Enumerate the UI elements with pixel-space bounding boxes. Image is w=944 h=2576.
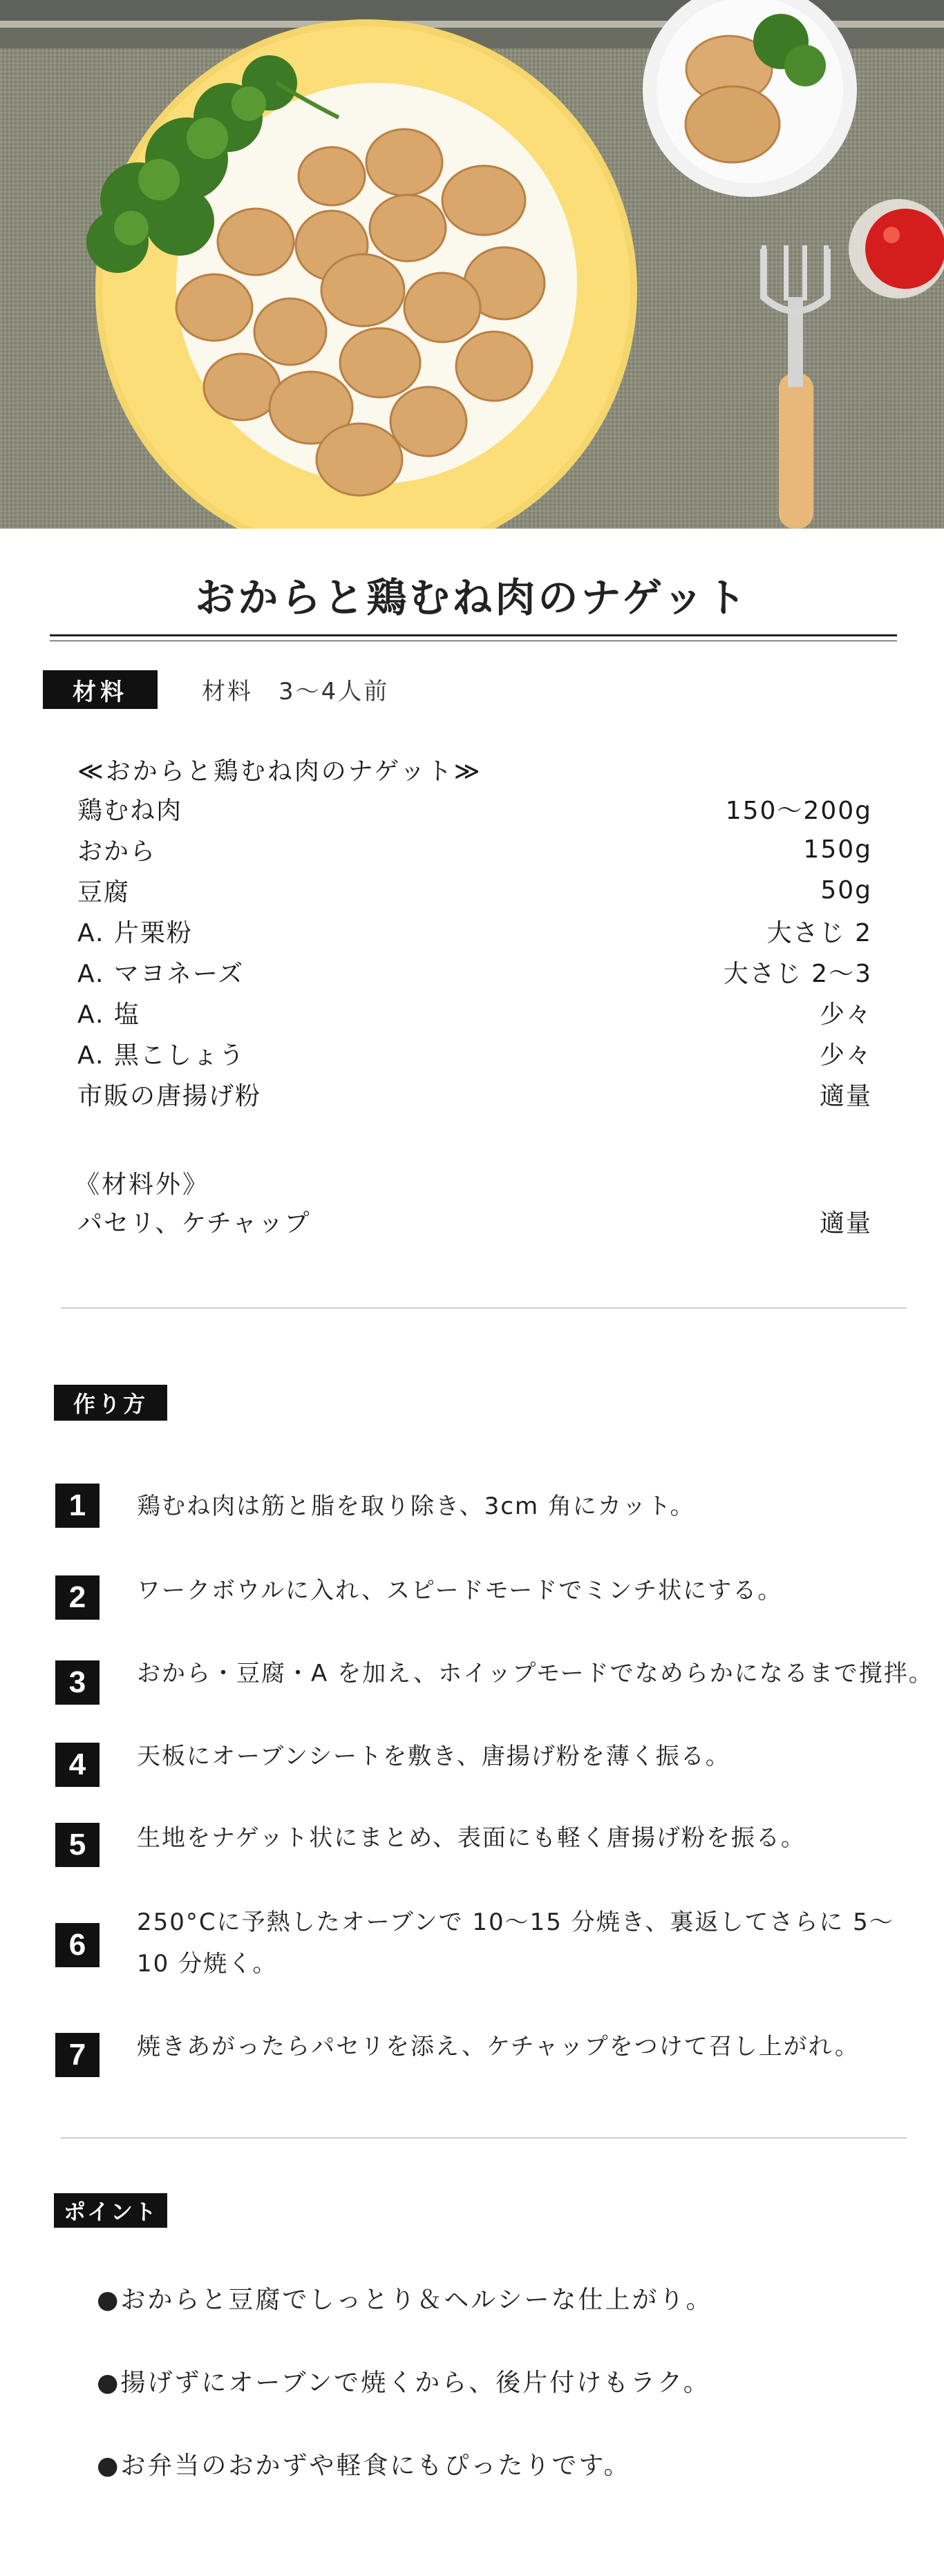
ingredient-amount: 適量: [819, 1209, 872, 1238]
ingredient-amount: 適量: [819, 1081, 872, 1110]
points-label: ポイント: [54, 2193, 167, 2228]
step-text: 250°Cに予熱したオーブンで 10～15 分焼き、裏返してさらに 5～10 分焼く。: [137, 1909, 894, 1978]
ingredient-row: [77, 1200, 872, 1242]
point-item: ●揚げずにオーブンで焼くから、後片付けもラク。: [97, 2369, 710, 2397]
ingredient-row: [77, 951, 872, 992]
ingredients-recipe-header: ≪おからと鶏むね肉のナゲット≫: [77, 757, 482, 786]
ingredient-row: [77, 992, 872, 1033]
ingredient-amount: 150～200g: [725, 796, 872, 825]
ingredient-row: [77, 788, 872, 829]
ingredient-row: [77, 910, 872, 951]
step-number: 1: [55, 1484, 100, 1528]
ingredient-name: A. 片栗粉: [77, 918, 193, 947]
step-text: ワークボウルに入れ、スピードモードでミンチ状にする。: [137, 1577, 783, 1604]
ingredient-name: A. 塩: [77, 1000, 140, 1029]
ingredient-amount: 大さじ 2～3: [723, 959, 872, 988]
step-number: 4: [55, 1743, 100, 1787]
ingredient-amount: 大さじ 2: [766, 918, 872, 947]
ingredient-amount: 少々: [819, 1000, 872, 1029]
ingredient-name: おから: [77, 837, 157, 866]
ingredient-name: A. 黒こしょう: [77, 1041, 245, 1070]
step-number: 5: [55, 1823, 100, 1867]
step-number: 3: [55, 1660, 100, 1705]
ingredient-row: [77, 1032, 872, 1074]
step-text: 鶏むね肉は筋と脂を取り除き、3cm 角にカット。: [137, 1493, 695, 1520]
servings-text: 材料 3～4人前: [202, 678, 390, 705]
ingredient-row: [77, 828, 872, 870]
section-divider: [61, 2137, 907, 2139]
ingredient-amount: 少々: [819, 1041, 872, 1070]
point-item: ●おからと豆腐でしっとり＆ヘルシーな仕上がり。: [97, 2286, 713, 2314]
ingredient-amount: 50g: [820, 875, 872, 905]
ingredient-row: [77, 1073, 872, 1115]
recipe-title: おからと鶏むね肉のナゲット: [195, 574, 749, 621]
ingredient-name: 豆腐: [77, 878, 131, 907]
title-rule: [50, 634, 897, 636]
ingredient-name: 市販の唐揚げ粉: [77, 1081, 262, 1110]
ingredient-name: パセリ、ケチャップ: [77, 1209, 311, 1238]
step-text: おから・豆腐・A を加え、ホイップモードでなめらかになるまで撹拌。: [137, 1660, 934, 1687]
step-text: 生地をナゲット状にまとめ、表面にも軽く唐揚げ粉を振る。: [137, 1824, 806, 1852]
ingredients-label: 材料: [43, 670, 158, 709]
ingredient-name: A. マヨネーズ: [77, 959, 245, 988]
ingredient-amount: 150g: [803, 835, 872, 864]
extra-ingredients-header: 《材料外》: [75, 1171, 210, 1199]
ingredient-name: 鶏むね肉: [77, 796, 183, 825]
step-text: 焼きあがったらパセリを添え、ケチャップをつけて召し上がれ。: [137, 2033, 860, 2061]
step-text: 天板にオーブンシートを敷き、唐揚げ粉を薄く振る。: [137, 1743, 730, 1770]
method-label: 作り方: [54, 1385, 167, 1421]
nuggets-photo: [0, 0, 944, 529]
point-item: ●お弁当のおかずや軽食にもぴったりです。: [97, 2452, 631, 2480]
step-number: 2: [55, 1575, 100, 1620]
step-number: 6: [55, 1923, 100, 1967]
ingredient-row: [77, 869, 872, 911]
section-divider: [61, 1307, 907, 1309]
step-number: 7: [55, 2033, 100, 2077]
